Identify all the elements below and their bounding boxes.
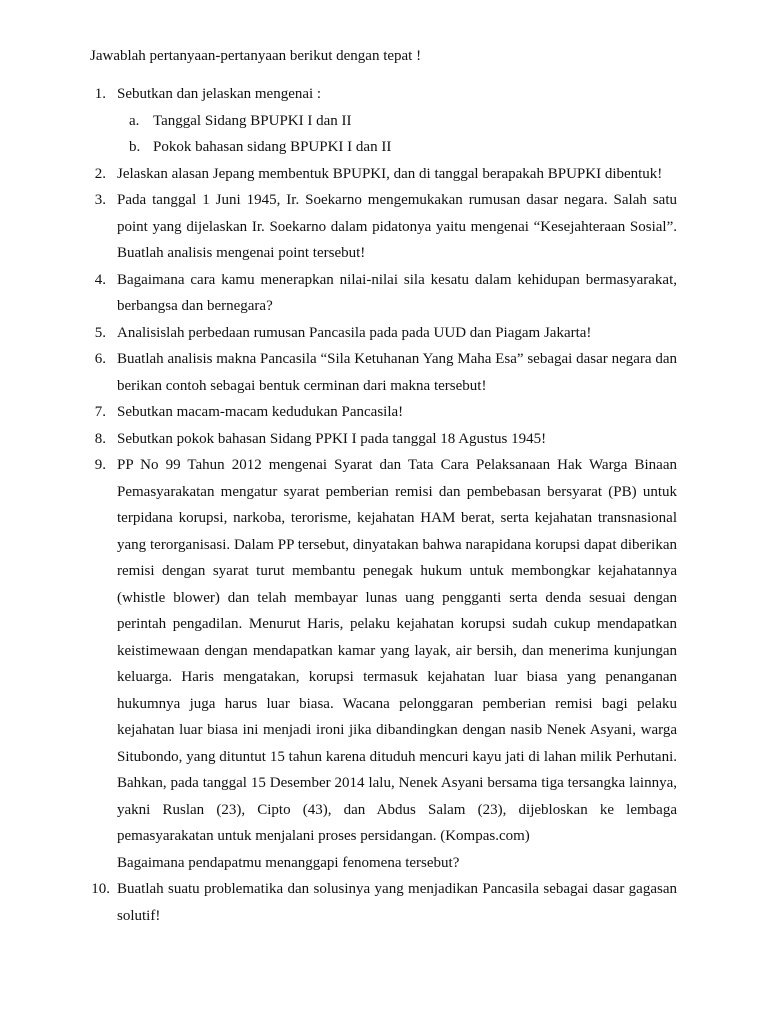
question-8 <box>90 426 677 453</box>
question-6 <box>90 346 677 399</box>
instructions-heading: Jawablah pertanyaan-pertanyaan berikut dengan tepat ! <box>90 48 422 64</box>
question-text: Sebutkan dan jelaskan mengenai : <box>117 86 322 102</box>
question-3 <box>90 187 677 267</box>
question-text: Sebutkan pokok bahasan Sidang PPKI I pada tanggal 18 Agustus 1945! <box>117 430 547 447</box>
question-number: 7. <box>94 404 106 420</box>
question-number: 1. <box>94 86 106 102</box>
question-number: 4. <box>94 271 106 288</box>
question-list <box>90 81 677 929</box>
sub-question-a <box>117 108 677 135</box>
question-number: 2. <box>94 165 106 182</box>
question-10 <box>90 876 677 929</box>
question-9 <box>90 452 677 876</box>
question-text: Jelaskan alasan Jepang membentuk BPUPKI, dan di tanggal berapakah BPUPKI dibentuk! <box>117 165 663 182</box>
question-5 <box>90 320 677 347</box>
question-7 <box>90 399 677 426</box>
question-2 <box>90 161 677 188</box>
question-text: Analisislah perbedaan rumusan Pancasila pada pada UUD dan Piagam Jakarta! <box>117 324 592 341</box>
question-text: Sebutkan macam-macam kedudukan Pancasila! <box>117 404 404 420</box>
sub-question-b <box>117 134 677 161</box>
question-4 <box>90 267 677 320</box>
question-number: 5. <box>94 324 106 341</box>
sub-question-text: Tanggal Sidang BPUPKI I dan II <box>153 112 352 129</box>
question-closing-prompt: Bagaimana pendapatmu menanggapi fenomena tersebut? <box>117 854 460 871</box>
sub-question-text: Pokok bahasan sidang BPUPKI I dan II <box>153 139 392 155</box>
question-number: 10. <box>91 881 110 897</box>
question-number: 8. <box>94 430 106 447</box>
sub-question-list <box>117 108 677 161</box>
sub-question-letter: b. <box>129 139 141 155</box>
question-number: 9. <box>94 457 106 473</box>
question-number: 3. <box>94 192 106 208</box>
question-number: 6. <box>94 351 106 367</box>
question-text: PP No 99 Tahun 2012 mengenai Syarat dan Tata Cara Pelaksanaan Hak Warga Binaan Pemasyarakatan mengatur syarat pemberian remisi dan pembebasan bersyarat (PB) untuk terpidana korupsi, narkoba, terorisme, kejahatan HAM berat, serta kejahatan transnasional yang terorganisasi. Dalam PP tersebut, dinyatakan bahwa narapidana korupsi dapat diberikan remisi dengan syarat turut membantu penegak hukum untuk membongkar kejahatannya (whistle blower) dan telah membayar lunas uang pengganti serta denda sesuai dengan perintah pengadilan. Menurut Haris, pelaku kejahatan korupsi sudah cukup mendapatkan keistimewaan dengan mendapatkan kamar yang layak, air bersih, dan menerima kunjungan keluarga. Haris mengatakan, korupsi termasuk kejahatan luar biasa yang penanganan hukumnya juga harus luar biasa. Wacana pelonggaran pemberian remisi bagi pelaku kejahatan luar biasa ini menjadi ironi jika dibandingkan dengan nasib Nenek Asyani, warga Situbondo, yang dituntut 15 tahun karena dituduh mencuri kayu jati di lahan milik Perhutani. Bahkan, pada tanggal 15 Desember 2014 lalu, Nenek Asyani bersama tiga tersangka lainnya, yakni Ruslan (23), Cipto (43), dan Abdus Salam (23), dijebloskan ke lembaga pemasyarakatan untuk menjalani proses persidangan. (Kompas.com) <box>117 457 677 844</box>
question-1 <box>90 81 677 161</box>
question-text: Buatlah suatu problematika dan solusinya yang menjadikan Pancasila sebagai dasar gagasan solutif! <box>117 881 677 924</box>
question-text: Pada tanggal 1 Juni 1945, Ir. Soekarno mengemukakan rumusan dasar negara. Salah satu point yang dijelaskan Ir. Soekarno dalam pidatonya yaitu mengenai “Kesejahteraan Sosial”. Buatlah analisis mengenai point tersebut! <box>117 192 677 261</box>
sub-question-letter: a. <box>129 112 140 129</box>
question-text: Buatlah analisis makna Pancasila “Sila Ketuhanan Yang Maha Esa” sebagai dasar negara dan berikan contoh sebagai bentuk cerminan dari makna tersebut! <box>117 351 677 394</box>
question-text: Bagaimana cara kamu menerapkan nilai-nilai sila kesatu dalam kehidupan bermasyarakat, berbangsa dan bernegara? <box>117 271 677 314</box>
